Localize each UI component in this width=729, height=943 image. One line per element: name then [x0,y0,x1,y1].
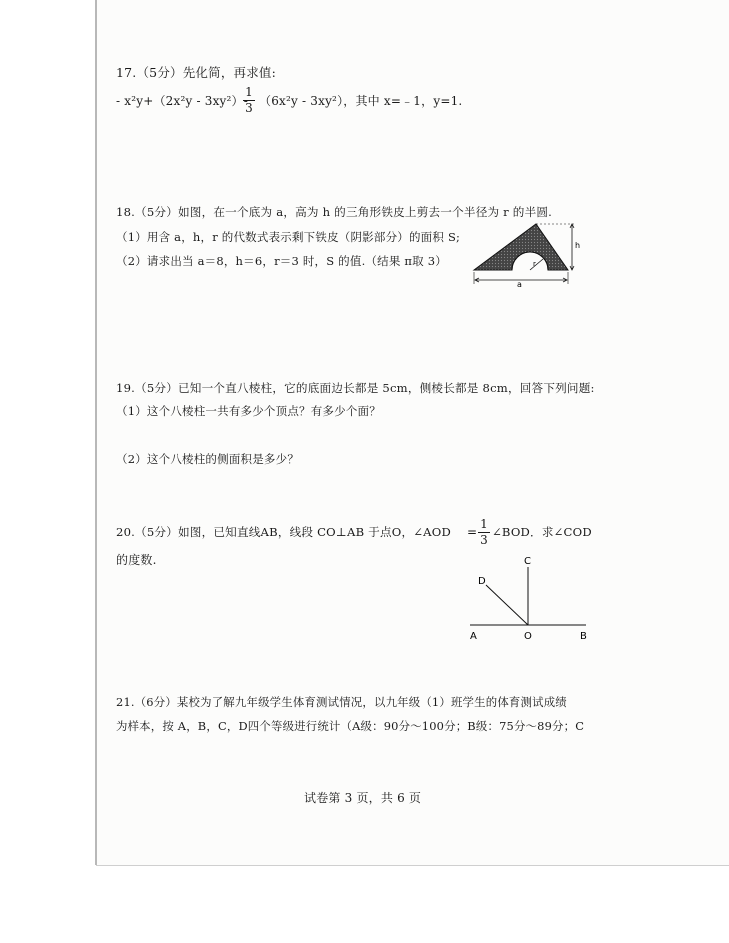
q20-heading-tail: ∠BOD．求∠COD [492,525,592,539]
q17-heading: 17.（5分）先化简，再求值: [116,65,277,80]
q17-fraction-numerator: 1 [245,85,253,99]
label-o: O [524,631,532,642]
base-label: a [517,280,522,289]
label-b: B [580,631,587,642]
q21-line-1: 21.（6分）某校为了解九年级学生体育测试情况，以九年级（1）班学生的体育测试成绩 [116,695,567,709]
q19-heading: 19.（5分）已知一个直八棱柱，它的底面边长都是 5cm，侧棱长都是 8cm，回答下列问题: [116,381,595,395]
q18-figure-triangle-semicircle [470,214,582,290]
q17-expression-right: （6x²y - 3xy²），其中 x=﹣1，y=1. [259,94,463,108]
q20-fraction [478,518,490,547]
radius-line [530,259,543,270]
q20-equals: = [467,525,478,539]
q20-figure-angles [468,555,600,645]
q18-part-1: （1）用含 a，h，r 的代数式表示剩下铁皮（阴影部分）的面积 S; [116,230,461,244]
q17-fraction-denominator: 3 [245,101,253,115]
q20-line-2: 的度数. [116,553,157,567]
q20-fraction-denominator: 3 [480,533,488,547]
q20-fraction-numerator: 1 [480,517,488,531]
page-footer: 试卷第 3 页，共 6 页 [304,791,422,805]
ray-od [486,585,528,625]
shaded-region [474,224,568,270]
q20-heading: 20.（5分）如图，已知直线AB，线段 CO⊥AB 于点O，∠AOD [116,525,451,539]
q18-heading: 18.（5分）如图，在一个底为 a，高为 h 的三角形铁皮上剪去一个半径为 r 的半圆. [116,205,553,219]
label-c: C [524,556,531,567]
q17-expression-left: - x²y+（2x²y - 3xy²）- [116,94,249,108]
label-a: A [470,631,477,642]
q19-part-2: （2）这个八棱柱的侧面积是多少？ [116,452,300,466]
q17-fraction [243,86,255,115]
radius-label: r [533,260,536,268]
scan-edge-mark [95,0,97,865]
height-label: h [575,241,581,250]
q19-part-1: （1）这个八棱柱一共有多少个顶点？有多少个面？ [116,404,381,418]
q18-part-2: （2）请求出当 a＝8，h＝6，r＝3 时，S 的值.（结果 π取 3） [116,254,447,268]
label-d: D [478,576,486,587]
exam-page [96,0,729,865]
q21-line-2: 为样本，按 A，B，C，D四个等级进行统计（A级：90分～100分；B级：75分～89分；C [116,719,585,733]
